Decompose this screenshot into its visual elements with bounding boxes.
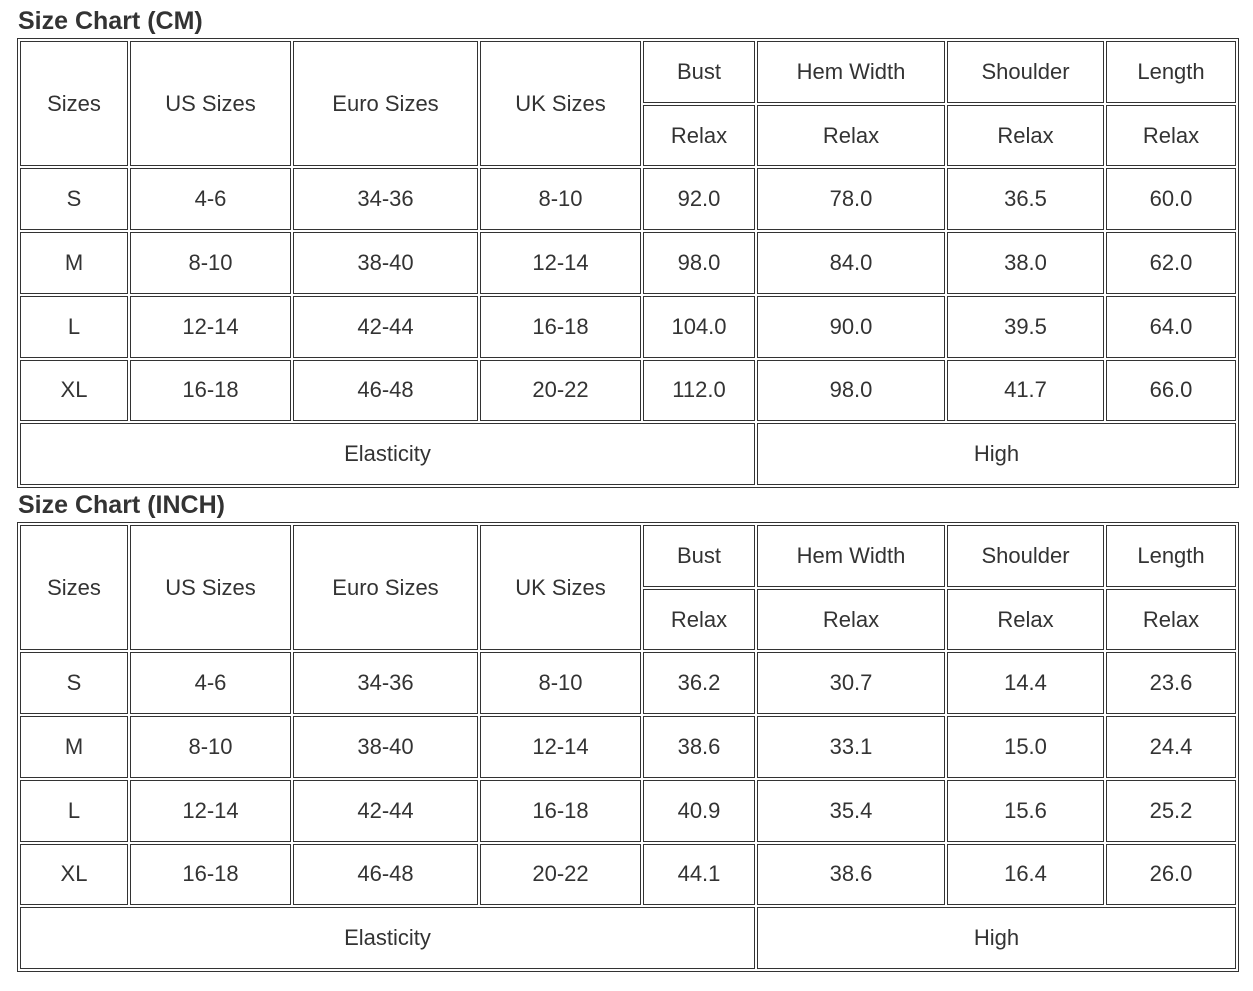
- cell-hem-width: 84.0: [757, 232, 945, 294]
- size-chart-cm-table: [17, 38, 1239, 488]
- cell-bust: 98.0: [643, 232, 755, 294]
- cell-bust: 104.0: [643, 296, 755, 358]
- cell-hem-width: 35.4: [757, 780, 945, 842]
- cell-euro-size: 46-48: [293, 844, 478, 906]
- cell-hem-width: 98.0: [757, 360, 945, 422]
- cell-bust: 112.0: [643, 360, 755, 422]
- cell-shoulder: 39.5: [947, 296, 1104, 358]
- cell-euro-size: 34-36: [293, 652, 478, 714]
- cell-uk-size: 8-10: [480, 652, 641, 714]
- table-row: [20, 296, 1236, 358]
- elasticity-label: Elasticity: [20, 907, 755, 969]
- cell-size: XL: [20, 360, 128, 422]
- cell-us-size: 12-14: [130, 780, 291, 842]
- cell-length: 26.0: [1106, 844, 1236, 906]
- table-row: [20, 232, 1236, 294]
- table-row: [20, 168, 1236, 230]
- subheader-hem-width-relax: Relax: [757, 105, 945, 167]
- cell-length: 25.2: [1106, 780, 1236, 842]
- elasticity-label: Elasticity: [20, 423, 755, 485]
- header-us-sizes: US Sizes: [130, 525, 291, 650]
- cell-uk-size: 20-22: [480, 844, 641, 906]
- cell-uk-size: 16-18: [480, 780, 641, 842]
- header-bust: Bust: [643, 525, 755, 587]
- size-chart-inch-title: Size Chart (INCH): [18, 491, 225, 519]
- header-row: [20, 525, 1236, 587]
- table-row: [20, 360, 1236, 422]
- subheader-length-relax: Relax: [1106, 589, 1236, 651]
- header-euro-sizes: Euro Sizes: [293, 41, 478, 166]
- cell-euro-size: 38-40: [293, 232, 478, 294]
- cell-hem-width: 30.7: [757, 652, 945, 714]
- cell-size: XL: [20, 844, 128, 906]
- table-row: [20, 716, 1236, 778]
- cell-size: S: [20, 168, 128, 230]
- cell-hem-width: 90.0: [757, 296, 945, 358]
- header-length: Length: [1106, 525, 1236, 587]
- cell-uk-size: 12-14: [480, 716, 641, 778]
- subheader-bust-relax: Relax: [643, 589, 755, 651]
- cell-shoulder: 15.6: [947, 780, 1104, 842]
- size-chart-cm-title: Size Chart (CM): [18, 7, 203, 35]
- subheader-bust-relax: Relax: [643, 105, 755, 167]
- cell-bust: 36.2: [643, 652, 755, 714]
- header-sizes: Sizes: [20, 525, 128, 650]
- cell-length: 64.0: [1106, 296, 1236, 358]
- cell-size: M: [20, 716, 128, 778]
- cell-bust: 92.0: [643, 168, 755, 230]
- cell-length: 62.0: [1106, 232, 1236, 294]
- cell-uk-size: 16-18: [480, 296, 641, 358]
- cell-size: L: [20, 780, 128, 842]
- subheader-shoulder-relax: Relax: [947, 589, 1104, 651]
- cell-hem-width: 78.0: [757, 168, 945, 230]
- cell-length: 60.0: [1106, 168, 1236, 230]
- elasticity-value: High: [757, 423, 1236, 485]
- cell-euro-size: 38-40: [293, 716, 478, 778]
- cell-shoulder: 14.4: [947, 652, 1104, 714]
- header-sizes: Sizes: [20, 41, 128, 166]
- header-hem-width: Hem Width: [757, 41, 945, 103]
- cell-us-size: 8-10: [130, 232, 291, 294]
- cell-size: M: [20, 232, 128, 294]
- header-length: Length: [1106, 41, 1236, 103]
- header-shoulder: Shoulder: [947, 525, 1104, 587]
- footer-row: [20, 907, 1236, 969]
- table-row: [20, 652, 1236, 714]
- cell-length: 66.0: [1106, 360, 1236, 422]
- cell-length: 23.6: [1106, 652, 1236, 714]
- subheader-hem-width-relax: Relax: [757, 589, 945, 651]
- cell-bust: 44.1: [643, 844, 755, 906]
- cell-uk-size: 8-10: [480, 168, 641, 230]
- cell-bust: 40.9: [643, 780, 755, 842]
- header-hem-width: Hem Width: [757, 525, 945, 587]
- cell-us-size: 8-10: [130, 716, 291, 778]
- cell-euro-size: 46-48: [293, 360, 478, 422]
- header-euro-sizes: Euro Sizes: [293, 525, 478, 650]
- header-us-sizes: US Sizes: [130, 41, 291, 166]
- cell-euro-size: 42-44: [293, 296, 478, 358]
- subheader-shoulder-relax: Relax: [947, 105, 1104, 167]
- cell-shoulder: 15.0: [947, 716, 1104, 778]
- cell-us-size: 16-18: [130, 844, 291, 906]
- cell-us-size: 12-14: [130, 296, 291, 358]
- cell-euro-size: 42-44: [293, 780, 478, 842]
- cell-hem-width: 38.6: [757, 844, 945, 906]
- header-uk-sizes: UK Sizes: [480, 525, 641, 650]
- cell-size: S: [20, 652, 128, 714]
- header-row: [20, 41, 1236, 103]
- table-row: [20, 780, 1236, 842]
- size-chart-inch-table: [17, 522, 1239, 972]
- cell-shoulder: 41.7: [947, 360, 1104, 422]
- header-uk-sizes: UK Sizes: [480, 41, 641, 166]
- header-bust: Bust: [643, 41, 755, 103]
- cell-bust: 38.6: [643, 716, 755, 778]
- cell-us-size: 16-18: [130, 360, 291, 422]
- cell-uk-size: 12-14: [480, 232, 641, 294]
- cell-size: L: [20, 296, 128, 358]
- subheader-length-relax: Relax: [1106, 105, 1236, 167]
- cell-shoulder: 38.0: [947, 232, 1104, 294]
- table-row: [20, 844, 1236, 906]
- cell-euro-size: 34-36: [293, 168, 478, 230]
- cell-shoulder: 16.4: [947, 844, 1104, 906]
- footer-row: [20, 423, 1236, 485]
- cell-us-size: 4-6: [130, 168, 291, 230]
- cell-length: 24.4: [1106, 716, 1236, 778]
- cell-hem-width: 33.1: [757, 716, 945, 778]
- cell-uk-size: 20-22: [480, 360, 641, 422]
- cell-us-size: 4-6: [130, 652, 291, 714]
- elasticity-value: High: [757, 907, 1236, 969]
- header-shoulder: Shoulder: [947, 41, 1104, 103]
- cell-shoulder: 36.5: [947, 168, 1104, 230]
